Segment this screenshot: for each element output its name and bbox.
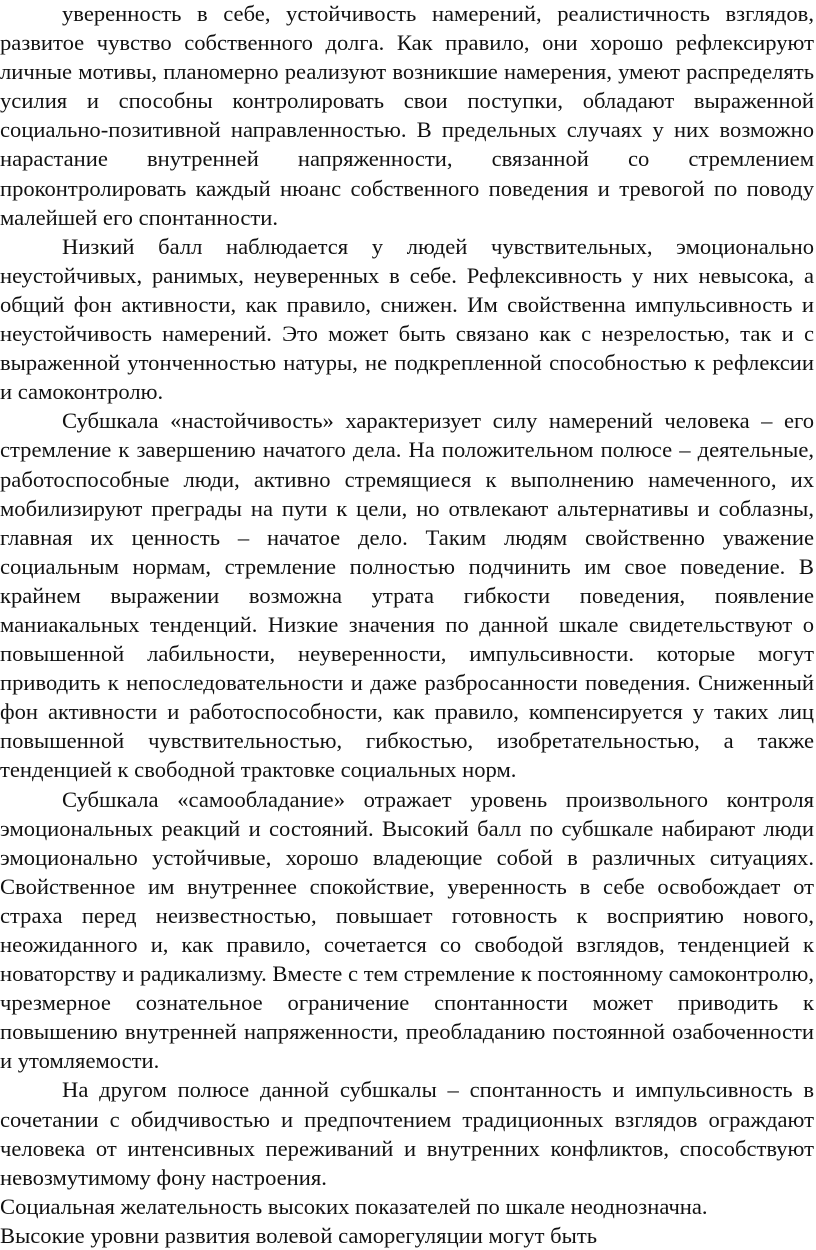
- paragraph-continuation: уверенность в себе, устойчивость намерений, реалистичность взглядов, развитое чувство собственного долга. Как правило, они хорошо рефлексируют личные мотивы, планомерно реализуют возникшие намерения, умеют распределять усилия и способны контролировать свои поступки, обладают выраженной социально-позитивной направленностью. В предельных случаях у них возможно нарастание внутренней напряженности, связанной со стремлением проконтролировать каждый нюанс собственного поведения и тревогой по поводу малейшей его спонтанности.: [0, 1, 814, 230]
- paragraph-persistence-subscale: Субшкала «настойчивость» характеризует силу намерений человека – его стремление к завершению начатого дела. На положительном полюсе – деятельные, работоспособные люди, активно стремящиеся к выполнению намеченного, их мобилизируют преграды на пути к цели, но отвлекают альтернативы и соблазны, главная их ценность – начатое дело. Таким людям свойственно уважение социальным нормам, стремление полностью подчинить им свое поведение. В крайнем выражении возможна утрата гибкости поведения, появление маниакальных тенденций. Низкие значения по данной шкале свидетельствуют о повышенной лабильности, неуверенности, импульсивности. которые могут приводить к непоследовательности и даже разбросанности поведения. Сниженный фон активности и работоспособности, как правило, компенсируется у таких лиц повышенной чувствительностью, гибкостью, изобретательностью, а также тенденцией к свободной трактовке социальных норм.: [0, 408, 814, 783]
- paragraph-low-score: Низкий балл наблюдается у людей чувствительных, эмоционально неустойчивых, ранимых, неуверенных в себе. Рефлексивность у них невысока, а общий фон активности, как правило, снижен. Им свойственна импульсивность и неустойчивость намерений. Это может быть связано как с незрелостью, так и с выраженной утонченностью натуры, не подкрепленной способностью к рефлексии и самоконтролю.: [0, 233, 814, 405]
- paragraph-opposite-pole: На другом полюсе данной субшкалы – спонтанность и импульсивность в сочетании с обидчивостью и предпочтением традиционных взглядов ограждают человека от интенсивных переживаний и внутренних конфликтов, способствуют невозмутимому фону настроения.: [0, 1077, 814, 1190]
- paragraph-self-control-subscale: Субшкала «самообладание» отражает уровень произвольного контроля эмоциональных реакций и состояний. Высокий балл по субшкале набирают люди эмоционально устойчивые, хорошо владеющие собой в различных ситуациях. Свойственное им внутреннее спокойствие, уверенность в себе освобождает от страха перед неизвестностью, повышает готовность к восприятию нового, неожиданного и, как правило, сочетается со свободой взглядов, тенденцией к новаторству и радикализму. Вместе с тем стремление к постоянному самоконтролю, чрезмерное сознательное ограничение спонтанности может приводить к повышению внутренней напряженности, преобладанию постоянной озабоченности и утомляемости.: [0, 786, 814, 1074]
- paragraph-social-desirability: Социальная желательность высоких показателей по шкале неоднозначна.: [0, 1193, 708, 1219]
- paragraph-high-levels: Высокие уровни развития волевой саморегуляции могут быть: [0, 1222, 598, 1248]
